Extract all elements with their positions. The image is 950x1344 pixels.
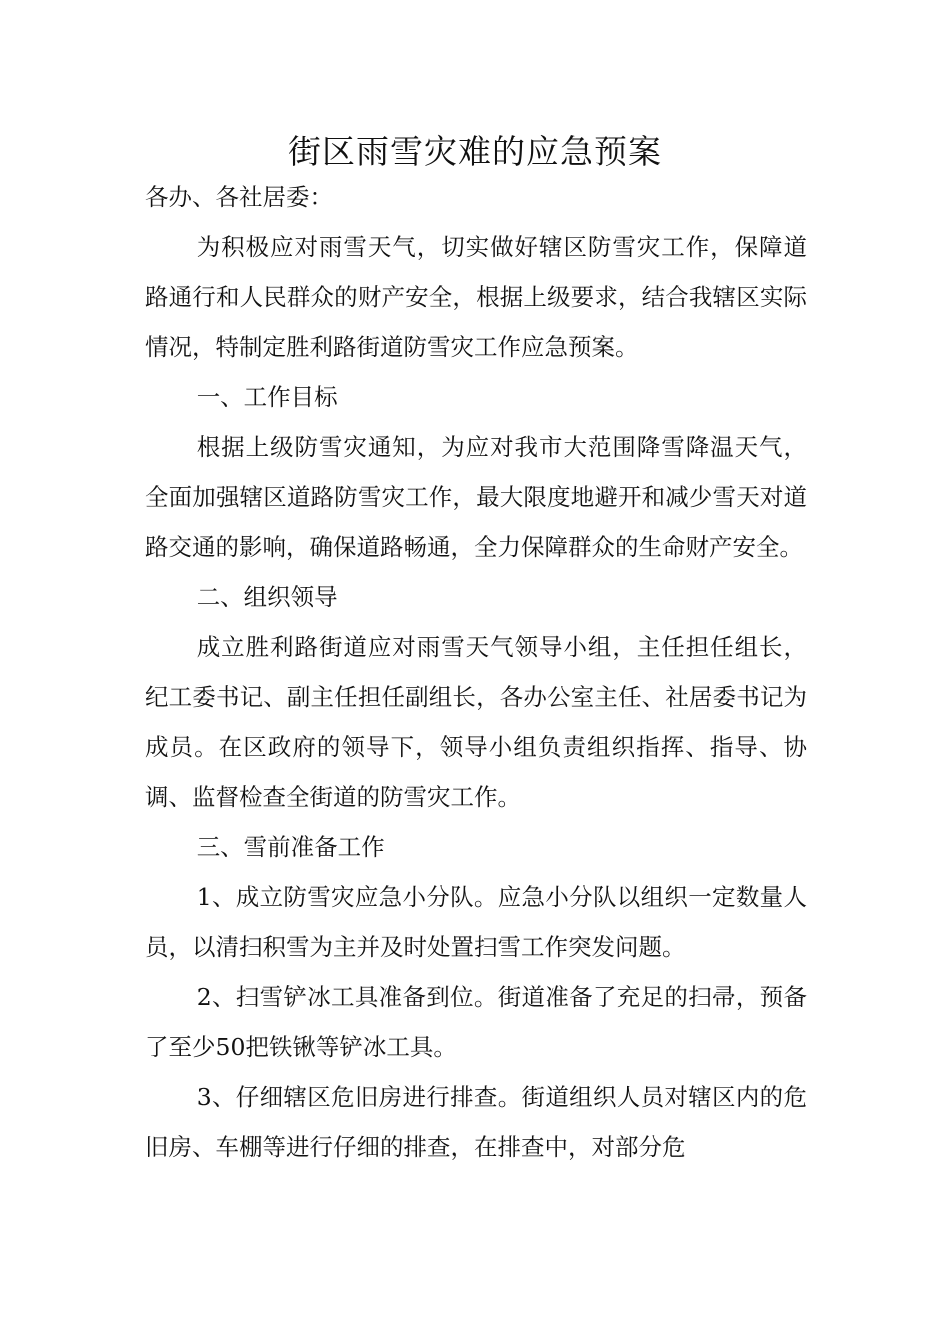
paragraph-goals: 根据上级防雪灾通知，为应对我市大范围降雪降温天气，全面加强辖区道路防雪灾工作，最大限度地避开和减少雪天对道路交通的影响，确保道路畅通，全力保障群众的生命财产安全。 bbox=[145, 433, 807, 561]
section-heading-preparation: 三、雪前准备工作 bbox=[196, 833, 385, 861]
list-item-3: 3、仔细辖区危旧房进行排查。街道组织人员对辖区内的危旧房、车棚等进行仔细的排查，在排查中，对部分危 bbox=[145, 1083, 807, 1161]
list-item-1: 1、成立防雪灾应急小分队。应急小分队以组织一定数量人员，以清扫积雪为主并及时处置扫雪工作突发问题。 bbox=[145, 883, 807, 961]
paragraph-leadership: 成立胜利路街道应对雨雪天气领导小组，主任担任组长，纪工委书记、副主任担任副组长，各办公室主任、社居委书记为成员。在区政府的领导下，领导小组负责组织指挥、指导、协调、监督检查全街道的防雪灾工作。 bbox=[145, 633, 807, 811]
list-item-2: 2、扫雪铲冰工具准备到位。街道准备了充足的扫帚，预备了至少50把铁锹等铲冰工具。 bbox=[145, 983, 807, 1061]
document-body bbox=[145, 172, 807, 1172]
section-heading-goals: 一、工作目标 bbox=[196, 383, 338, 411]
document-title: 街区雨雪灾难的应急预案 bbox=[288, 132, 662, 171]
section-heading-leadership: 二、组织领导 bbox=[196, 583, 338, 611]
salutation: 各办、各社居委： bbox=[145, 183, 333, 211]
paragraph-intro: 为积极应对雨雪天气，切实做好辖区防雪灾工作，保障道路通行和人民群众的财产安全，根据上级要求，结合我辖区实际情况，特制定胜利路街道防雪灾工作应急预案。 bbox=[145, 233, 807, 361]
